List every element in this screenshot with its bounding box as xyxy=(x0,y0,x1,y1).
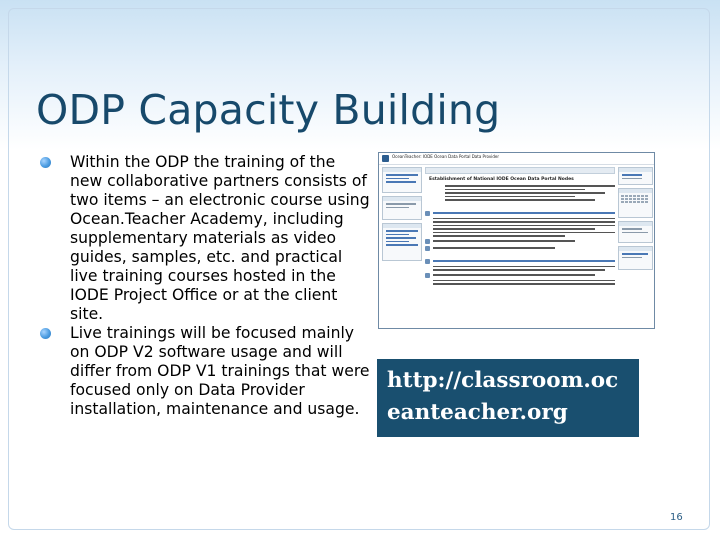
screenshot-header xyxy=(379,153,654,165)
url-link[interactable]: http://classroom.oceanteacher.org xyxy=(387,368,619,425)
bullet-item xyxy=(40,324,370,419)
slide-title: ODP Capacity Building xyxy=(36,86,501,134)
bullet-icon xyxy=(40,328,51,339)
screenshot-calendar-block xyxy=(618,188,653,218)
screenshot-topic-bar xyxy=(425,167,615,174)
screenshot-left-column xyxy=(382,167,422,325)
bullet-text: Live trainings will be focused mainly on ODP V2 software usage and will differ from ODP V1 trainings that were focused only on Data Provider installation, maintenance and usage. xyxy=(70,324,370,418)
screenshot-admin-block xyxy=(382,167,422,193)
bullet-item xyxy=(40,153,370,324)
screenshot-main-content xyxy=(425,167,615,327)
bullet-list xyxy=(40,153,370,419)
screenshot-course-block xyxy=(382,223,422,261)
screenshot-events-block xyxy=(618,221,653,243)
screenshot-content-heading: Establishment of National IODE Ocean Data Portal Nodes xyxy=(429,177,574,182)
bullet-text: Within the ODP the training of the new collaborative partners consists of two items – an electronic course using Ocean.Teacher Academy, including supplementary materials as video guides, samples, etc. and practical live training courses hosted in the IODE Project Office or at the client site. xyxy=(70,153,370,323)
screenshot-activity-block xyxy=(618,246,653,270)
screenshot-search-block xyxy=(382,196,422,220)
site-logo-icon xyxy=(382,155,389,162)
bullet-icon xyxy=(40,157,51,168)
screenshot-header-title: OceanTeacher: IODE Ocean Data Portal Data Provider xyxy=(392,154,500,159)
screenshot-news-block xyxy=(618,167,653,185)
screenshot-right-column xyxy=(618,167,653,327)
url-callout xyxy=(377,359,639,437)
website-screenshot xyxy=(378,152,655,329)
page-number: 16 xyxy=(670,512,683,523)
